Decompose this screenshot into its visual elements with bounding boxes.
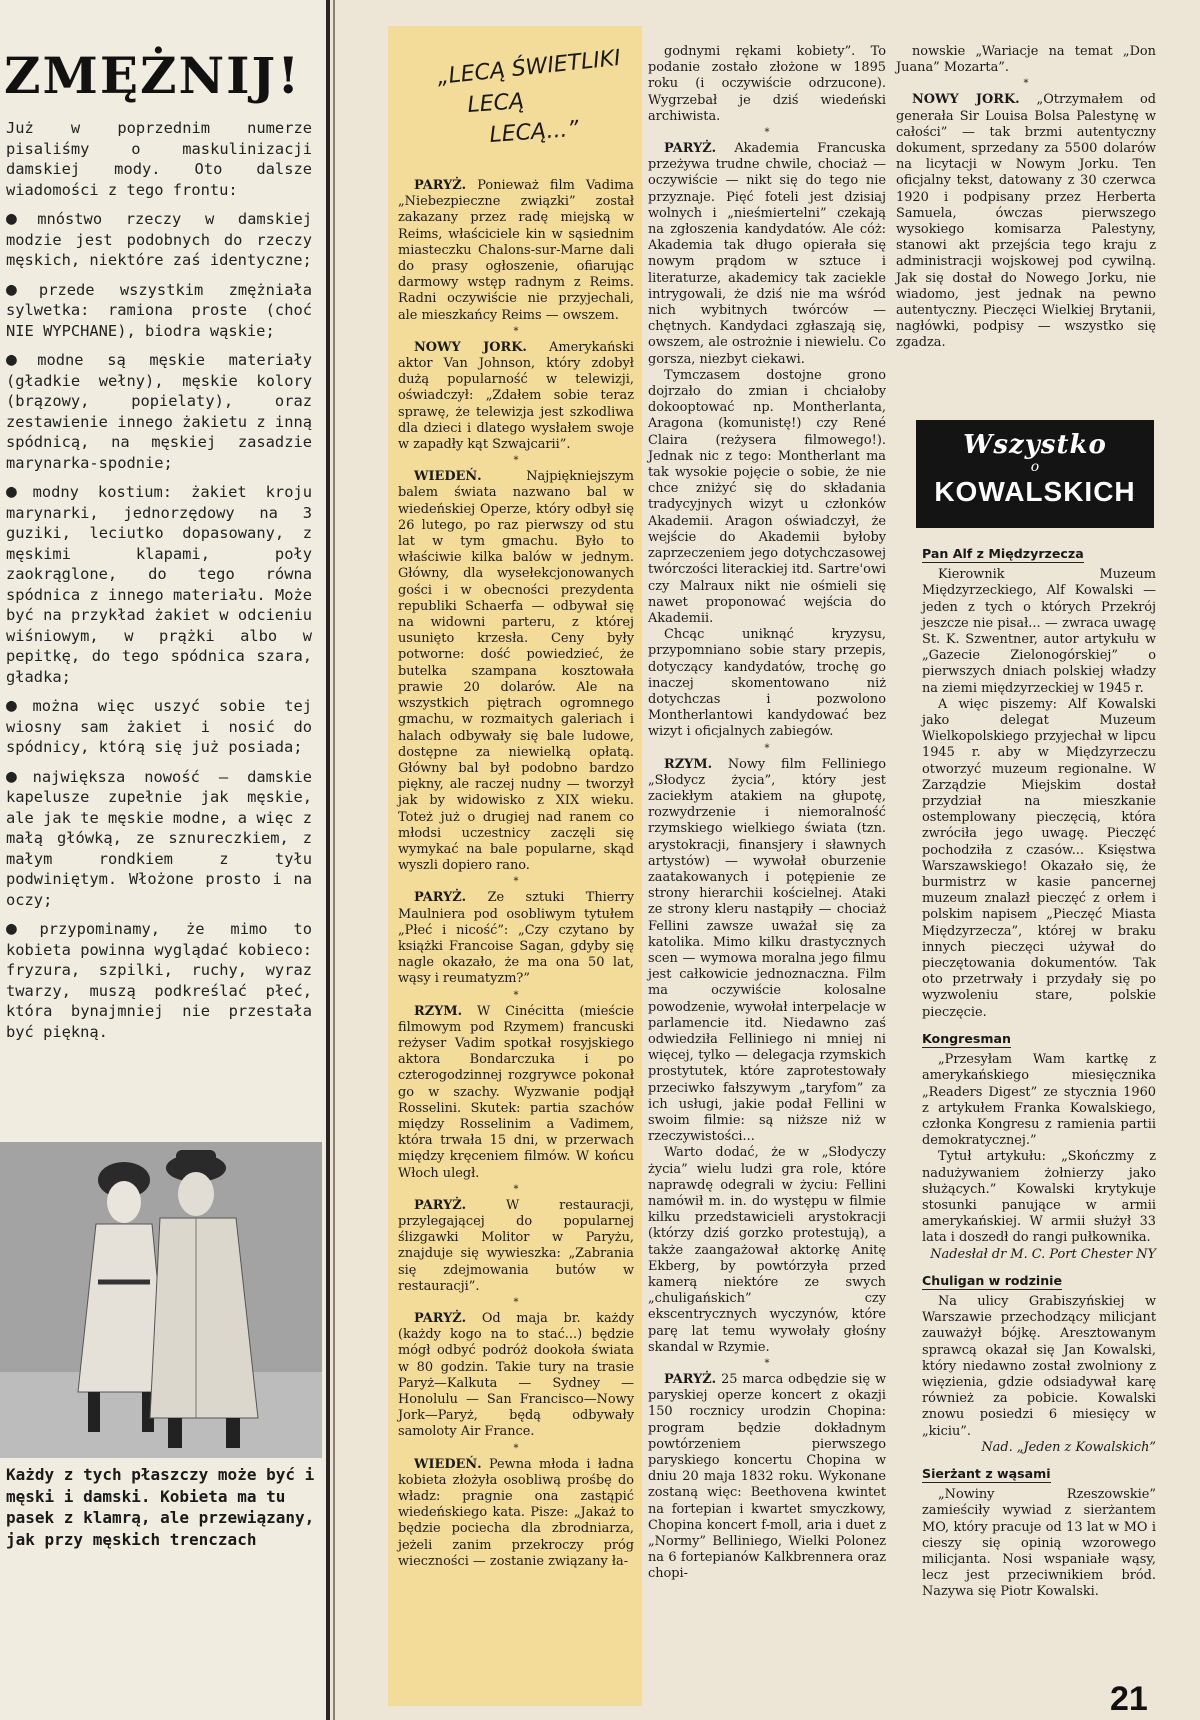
news-text: Pewna młoda i ładna kobieta złożyła osobliwą prośbę do władz: pragnie ona zastąpić wiedeńskiego kata. Pisze: „Jakaż to będzie pociecha dla zbrodniarza, jeżeli zanim przekroczy próg wieczności — zostanie związany ła- [398,1456,634,1569]
separator-star: * [513,989,519,1001]
section-heading: Kongresman [922,1031,1011,1048]
separator-star: * [764,127,770,139]
reader-signature: Nad. „Jeden z Kowalskich” [981,1439,1156,1455]
news-item [398,1198,634,1295]
title-line-2: LECĄ [466,89,525,118]
section-paragraph: „Nowiny Rzeszowskie” zamieściły wywiad z sierżantem MO, który pracuje od 13 lat w MO i cieszy się opinią wzorowego milicjanta. Nosi wspaniałe wąsy, lecz jest przeciwnikiem bród. Nazywa się Piotr Kowalski. [922,1487,1156,1600]
section-heading: Sierżant z wąsami [922,1466,1051,1483]
column-divider [326,0,330,1720]
separator-star: * [764,1358,770,1370]
news-text: Amerykański aktor Van Johnson, który zdobył dużą popularność w telewizji, oświadczył: „Zdałem sobie teraz sprawę, że telewizja jest szkodliwa dla dzieci i dlatego wysłałem swoje w zapadły kąt Szwajcarii”. [398,339,634,453]
bullet-paragraph: ● mnóstwo rzeczy w damskiej modzie jest podobnych do rzeczy męskich, niektóre zaś identyczne; [6,208,312,269]
news-dateline: PARYŻ. [664,1372,717,1388]
news-dateline: PARYŻ. [414,1311,467,1326]
news-dateline: NOWY JORK. [414,339,527,355]
title-line-1: „LECĄ ŚWIETLIKI [436,45,622,90]
headline: ZMĘŻNIJ! [4,46,302,105]
separator-star: * [513,1297,519,1308]
page-number: 21 [1110,1680,1148,1718]
section-heading: Chuligan w rodzinie [922,1273,1062,1290]
news-dateline: WIEDEŃ. [414,469,482,485]
banner-top: Wszystko [963,430,1107,460]
news-text: Najpiękniejszym balem świata nazwano bal w wiedeńskiej Operze, który odbył się 26 lutego, po raz pierwszy od stu lat w tym gmachu. Było to właściwie kilka balów w jednym. Główny, dla wysełekcjonowanych gości i w obecności prezydenta republiki Schaerfa — odbywał się na widowni parteru, z której usunięto krzesła. Ceny były potworne: dość powiedzieć, że butelka szampana kosztowała prawie 20 dolarów. Ale na wszystkich piętrach ogromnego gmachu, w rozmaitych galeriach i halach odbywały się bale ludowe, dostępne za niewielką opłatą. Główny bal był podobno bardzo piękny, ale raczej nudny — tworzył jak by widowisko z XIX wieku. Toteż już o drugiej nad ranem co młodsi uczestnicy zaczęli się wymykać na bale popularne, skąd wyszli dopiero rano. [398,469,634,874]
separator-star: * [513,455,519,467]
news-dateline: PARYŻ. [414,178,467,193]
bullet-icon: ● [6,918,34,939]
news-text: W restauracji, przylegającej do popularnej ślizgawki Molitor w Paryżu, znajduje się wywieszka: „Zabrania się zdejmowania butów w restauracji”. [398,1197,634,1294]
news-item [398,1457,634,1570]
bullet-icon: ● [6,765,27,787]
news-item [896,92,1156,351]
news-text: Ze sztuki Thierry Maulniera pod osobliwym tytułem „Płeć i nicość”: „Czy czytano by książki Francoise Sagan, gdyby się nagle okazało, że ma ona 50 lat, wąsy i reumatyzm?” [398,890,634,987]
news-item [648,757,886,1146]
news-item [398,890,634,987]
news-item [648,44,886,125]
news-items-col4 [896,44,1156,352]
news-item [648,627,886,740]
news-text: godnymi rękami kobiety”. To podanie zostało złożone w 1895 roku (i oczywiście odrzucone). Wygrzebał je dziś wiedeński archiwista. [648,44,886,124]
news-dateline: WIEDEŃ. [414,1456,482,1472]
kowalski-section-banner [916,420,1154,528]
coat-photo [0,1142,322,1458]
news-text: Warto dodać, że w „Słodyczy życia” wielu ludzi gra role, które naprawdę odegrali w życiu: Fellini namówił m. in. do występu w filmie kilku przedstawicieli arystokracji (którzy dziś gorzko protestują), a także zaangażował aktorkę Anitę Ekberg, by powtórzyła przed kamerą niektóre ze swych „chuligańskich” czy ekscentrycznych wyczynów, które parę lat temu wywołały głośny skandal w Rzymie. [648,1145,886,1355]
intro-paragraph: Już w poprzednim numerze pisaliśmy o maskulinizacji damskiej mody. Oto dalsze wiadomości z tego frontu: [6,119,312,199]
bullet-icon: ● [6,695,27,716]
separator-star: * [513,1442,519,1454]
news-items-col3 [648,44,886,1583]
bullet-icon: ● [6,208,32,229]
banner-bottom: KOWALSKICH [934,476,1136,507]
bullet-paragraph: ● można więc uszyć sobie tej wiosny sam żakiet i nosić do spódnicy, którą się już posiada; [6,695,312,756]
news-item [398,469,634,874]
section-paragraph: A więc piszemy: Alf Kowalski jako delegat Muzeum Wielkopolskiego przyjechał w lipcu 1945 r. aby w Międzyrzeczu otworzyć muzeum regionalne. W Zarządzie Miejskim dostał przydział na mieszkanie ostemplowany pieczęcią, która zwróciła jego uwagę. Pieczęć pochodziła z czasów... Księstwa Warszawskiego! Okazało się, że burmistrz w kasie pancernej muzeum znalazł pieczęć z orłem i polskim napisem „Pieczęć Miasta Międzyrzecza”, której w braku innych pieczęci używał do pieczętowania dokumentów. Tak oto przetrwały i przydały się po wyzwoleniu stare, polskie pieczęcie. [922,696,1156,1020]
news-text: Ponieważ film Vadima „Niebezpieczne związki” został zakazany przez radę miejską w Reims, właściciele kin w sąsiednim miasteczku Chalons-sur-Marne dali do prasy ogłoszenie, ofiarując darmowy wstęp radnym z Reims. Radni oczywiście nie przyjechali, ale mieszkańcy Reims — owszem. [398,178,634,323]
bullet-icon: ● [6,278,33,300]
news-dateline: PARYŻ. [664,141,717,157]
section-heading: Pan Alf z Międzyrzecza [922,546,1084,563]
bullet-icon: ● [6,349,32,370]
title-line-3: LECĄ...” [488,116,580,148]
news-text: Chcąc uniknąć kryzysu, przypomniano sobie stary przepis, dotyczący kandydatów, trochę go inaczej skomentowano niż dotychczas i pozwolono Montherlantowi kandydować bez wizyt i oficjalnych zabiegów. [648,627,886,740]
bullet-paragraph: ● przypominamy, że mimo to kobieta powinna wyglądać kobieco: fryzura, szpilki, ruchy, wyraz twarzy, muszą podkreślać płeć, która bynajmniej nie przestała być piękną. [6,918,312,1041]
banner-mid: o [1030,459,1040,475]
news-item [648,141,886,368]
kowalski-sections [922,536,1156,1601]
news-item [896,44,1156,76]
couple-in-coats-illustration [0,1142,322,1458]
fashion-article [6,118,312,1051]
bullet-paragraph: ● przede wszystkim zmężniała sylwetka: ramiona proste (choć NIE WYPCHANE), biodra wąskie; [6,278,312,340]
news-items-middle [398,178,634,1570]
bullet-paragraph: ● największa nowość — damskie kapelusze zupełnie jak męskie, ale jak te męskie modne, a więc z małą główką, ze sznureczkiem, z małym rondkiem z tyłu podwiniętym. Włożone prosto i na oczy; [6,765,313,909]
news-item [648,1372,886,1583]
separator-star: * [764,742,770,754]
fashion-column [0,0,326,1720]
news-text: Od maja br. każdy (każdy kogo na to stać...) będzie mógł odbyć podróż dookoła świata w 80 godzin. Takie tury na trasie Paryż—Kalkuta — Sydney — Honolulu — San Francisco—Nowy Jork—Paryż, będą odbywały samoloty Air France. [398,1311,634,1440]
news-text: Akademia Francuska przeżywa trudne chwile, chociaż — oczywiście — nikt się do tego nie przyznaje. Pięć foteli jest dzisiaj wolnych i „nieśmiertelni” czekają na zgłoszenia kandydatów. Ale cóż: Akademia tak długo opierała się nowym prądom w sztuce i literaturze, akademicy tak zaciekle intrygowali, że dziś nie ma wśród nich wybitnych twórców — chętnych. Kandydaci zgłaszają się, owszem, ale ostrożnie i niewielu. Co gorsza, niezbyt ciekawi. [648,141,886,367]
news-text: Tymczasem dostojne grono dojrzało do zmian i chciałoby dokooptować np. Montherlanta, Aragona (komunistę!) czy René Claira (reżysera filmowego!). Jednak nic z tego: Montherlant ma tak wysokie pojęcie o sobie, że nie chce zniżyć się do składania tradycyjnych wizyt u członków Akademii. Aragon oświadczył, że wejście do Akademii byłoby zaprzeczeniem jego dotychczasowej twórczości literackiej itd. Sartre'owi czy Malraux nikt nie ośmieli się nawet proponować wejścia do Akademii. [648,367,886,626]
photo-caption: Każdy z tych płaszczy może być i męski i damski. Kobieta ma tu pasek z klamrą, ale przewiązany, jak przy męskich trenczach [6,1465,315,1549]
news-item [398,340,634,453]
news-item [398,1311,634,1441]
section-title-lettering [436,45,622,156]
news-item [648,1145,886,1356]
bullet-paragraph: ● modne są męskie materiały (gładkie wełny), męskie kolory (brązowy, popielaty), oraz zestawienie innego żakietu z inną spódnicą, na męskiej zasadzie marynarka-spodnie; [6,349,312,472]
news-dateline: RZYM. [414,1003,463,1019]
news-item [648,368,886,627]
news-item [398,178,634,324]
section-paragraph: „Przesyłam Wam kartkę z amerykańskiego miesięcznika „Readers Digest” ze stycznia 1960 z artykułem Franka Kowalskiego, członka Kongresu z ramienia partii demokratycznej.” [922,1052,1156,1149]
news-dateline: PARYŻ. [414,890,467,906]
news-text: Nowy film Felliniego „Słodycz życia”, który jest zaciekłym atakiem na głupotę, rozwydrzenie i niemoralność rzymskiego wielkiego świata (tzn. arystokracji, finansjery i sławnych artystów) — wywołał oburzenie zaatakowanych i potępienie ze strony hierarchii kościelnej. Ataki ze strony kleru nastąpiły — chociaż Fellini zawsze uważał się za katolika. Mimo kilku drastycznych scen — wymowa moralna jego filmu jest całkowicie jednoznaczna. Film ma oczywiście kolosalne powodzenie, wywołał interpelacje w parlamencie itd. Niedawno zaś odwiedziła Felliniego ni mniej ni więcej, tylko — delegacja rzymskich prostytutek, które zaprotestowały przeciwko fałszywym „taryfom” za ich usługi, jakie podał Fellini w swoim filmie: są niższe niż w rzeczywistości... [648,756,886,1145]
separator-star: * [513,1183,519,1195]
section-paragraph: Kierownik Muzeum Międzyrzeckiego, Alf Kowalski — jeden z tych o których Przekrój jeszcze nie pisał... — zwraca uwagę St. K. Szwentner, autor artykułu w „Gazecie Zielonogórskiej” o pierwszych dniach polskiej władzy na ziemi międzyrzeckiej w 1945 r. [922,567,1156,696]
separator-star: * [513,876,519,888]
handwritten-title [436,45,622,156]
bullet-paragraph: ● modny kostium: żakiet kroju marynarki, jednorzędowy na 3 guziki, leciutko dopasowany, z męskimi klapami, poły zaokrąglone, do tego równa spódnica z innego materiału. Może być na przykład żakiet w odcieniu wiśniowym, w prążki albo w pepitkę, do tego spódnica szara, gładka; [6,481,313,686]
bullet-icon: ● [6,481,27,502]
news-text: 25 marca odbędzie się w paryskiej operze koncert z okazji 150 rocznicy urodzin Chopina: program będzie dokładnym powtórzeniem pierwszego paryskiego koncertu Chopina w dniu 20 maja 1832 roku. Wykonane zostaną więc: Beethovena kwintet na fortepian i kwartet smyczkowy, Chopina koncert f-moll, aria i duet z „Normy” Belliniego, Wielki Polonez na 6 fortepianów Kalkbrennera oraz chopi- [648,1372,886,1582]
news-text: „Otrzymałem od generała Sir Louisa Bolsa Palestynę w całości” — tak brzmi autentyczny dokument, sprzedany za 5500 dolarów na licytacji w Nowym Jorku. Ten oficjalny tekst, datowany z 30 czerwca 1920 i podpisany przez Herberta Samuela, ówczas pierwszego wysokiego komisarza Palestyny, stanowi akt przejścia tego kraju z administracji wojskowej pod cywilną. Jak się dostał do Nowego Jorku, nie wiadomo, jest jednak na pewno autentyczny. Pieczęci Wielkiej Brytanii, nagłówki, podpisy — wszystko się zgadza. [896,92,1156,351]
separator-star: * [1023,78,1029,90]
separator-star: * [513,325,519,337]
section-paragraph: Tytuł artykułu: „Skończmy z nadużywaniem żołnierzy jako służących.” Kowalski krytykuje stosunki panujące w armii amerykańskiej. W armii służył 33 lata i doszedł do rangi pułkownika. [922,1149,1156,1246]
column-divider [333,0,335,1720]
news-dateline: NOWY JORK. [912,92,1020,108]
news-item [398,1004,634,1182]
news-dateline: PARYŻ. [414,1197,467,1213]
news-dateline: RZYM. [664,756,713,772]
section-paragraph: Na ulicy Grabiszyńskiej w Warszawie przechodzący milicjant zauważył bójkę. Aresztowanym sprawcą okazał się Jan Kowalski, który niedawno został zwolniony z więzienia, gdzie odsiadywał karę również za pobicie. Kowalski znowu posiedzi 6 miesięcy w „kiciu”. [922,1293,1156,1439]
news-text: W Cinécitta (mieście filmowym pod Rzymem) francuski reżyser Vadim spotkał rosyjskiego aktora Bondarczuka i po czterogodzinnej rozgrywce pokonał go w szachy. Wyzwanie podjął Rosselini. Skutek: partia szachów między Rosselinim a Vadimem, która trwała 15 dni, w przerwach między kręceniem filmów. W końcu Włoch uległ. [398,1003,634,1181]
reader-signature: Nadesłał dr M. C. Port Chester NY [930,1246,1156,1262]
news-text: nowskie „Wariacje na temat „Don Juana” Mozarta”. [896,44,1156,76]
